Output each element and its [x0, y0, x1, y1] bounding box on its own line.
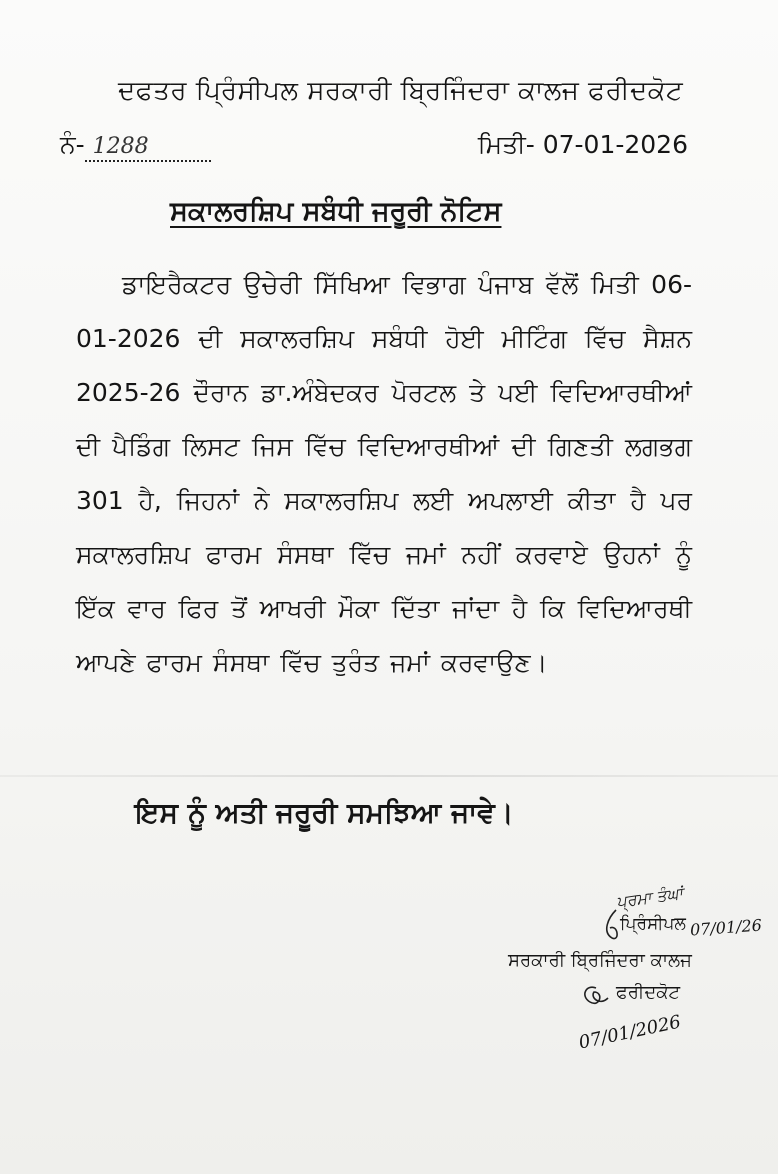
- paper-fold-line: [0, 775, 778, 777]
- date-label: ਮਿਤੀ-: [477, 130, 535, 159]
- signature-date-1: 07/01/26: [689, 915, 763, 940]
- signature-block: [500, 883, 770, 1078]
- urgent-line: ਇਸ ਨੂੰ ਅਤੀ ਜਰੂਰੀ ਸਮਝਿਆ ਜਾਵੇ।: [135, 796, 514, 829]
- date-line: [478, 130, 688, 160]
- signature-college: ਸਰਕਾਰੀ ਬ੍ਰਿਜਿੰਦਰਾ ਕਾਲਜ: [508, 950, 692, 971]
- signature-city: ਫਰੀਦਕੋਟ: [616, 982, 681, 1003]
- office-header: ਦਫਤਰ ਪ੍ਰਿੰਸੀਪਲ ਸਰਕਾਰੀ ਬ੍ਰਿਜਿੰਦਰਾ ਕਾਲਜ ਫਰੀਦਕੋਟ: [118, 76, 684, 106]
- reference-number-line: [60, 130, 211, 162]
- date-value: 07-01-2026: [542, 130, 688, 159]
- reference-label: ਨੰ-: [60, 130, 85, 159]
- notice-title: ਸਕਾਲਰਸ਼ਿਪ ਸਬੰਧੀ ਜਰੂਰੀ ਨੋਟਿਸ: [170, 196, 502, 227]
- reference-number: 1288: [85, 134, 211, 162]
- signature-note: ਪ੍ਰਮਾ ਤੰਘਾਂ: [614, 883, 685, 912]
- notice-body: ਡਾਇਰੈਕਟਰ ਉਚੇਰੀ ਸਿੱਖਿਆ ਵਿਭਾਗ ਪੰਜਾਬ ਵੱਲੋਂ ਮਿਤੀ 06-01-2026 ਦੀ ਸਕਾਲਰਸ਼ਿਪ ਸਬੰਧੀ ਹੋਈ ਮੀਟਿੰਗ ਵਿੱਚ ਸੈਸ਼ਨ 2025-26 ਦੌਰਾਨ ਡਾ.ਅੰਬੇਦਕਰ ਪੋਰਟਲ ਤੇ ਪਈ ਵਿਦਿਆਰਥੀਆਂ ਦੀ ਪੈਡਿੰਗ ਲਿਸਟ ਜਿਸ ਵਿੱਚ ਵਿਦਿਆਰਥੀਆਂ ਦੀ ਗਿਣਤੀ ਲਗਭਗ 301 ਹੈ, ਜਿਹਨਾਂ ਨੇ ਸਕਾਲਰਸ਼ਿਪ ਲਈ ਅਪਲਾਈ ਕੀਤਾ ਹੈ ਪਰ ਸਕਾਲਰਸ਼ਿਪ ਫਾਰਮ ਸੰਸਥਾ ਵਿੱਚ ਜਮਾਂ ਨਹੀਂ ਕਰਵਾਏ ਉਹਨਾਂ ਨੂੰ ਇੱਕ ਵਾਰ ਫਿਰ ਤੋਂ ਆਖਰੀ ਮੌਕਾ ਦਿੱਤਾ ਜਾਂਦਾ ਹੈ ਕਿ ਵਿਦਿਆਰਥੀ ਆਪਣੇ ਫਾਰਮ ਸੰਸਥਾ ਵਿੱਚ ਤੁਰੰਤ ਜਮਾਂ ਕਰਵਾਉਣ।: [76, 270, 692, 677]
- signature-principal: ਪ੍ਰਿੰਸੀਪਲ: [620, 914, 686, 934]
- signature-date-2: 07/01/2026: [576, 1011, 683, 1054]
